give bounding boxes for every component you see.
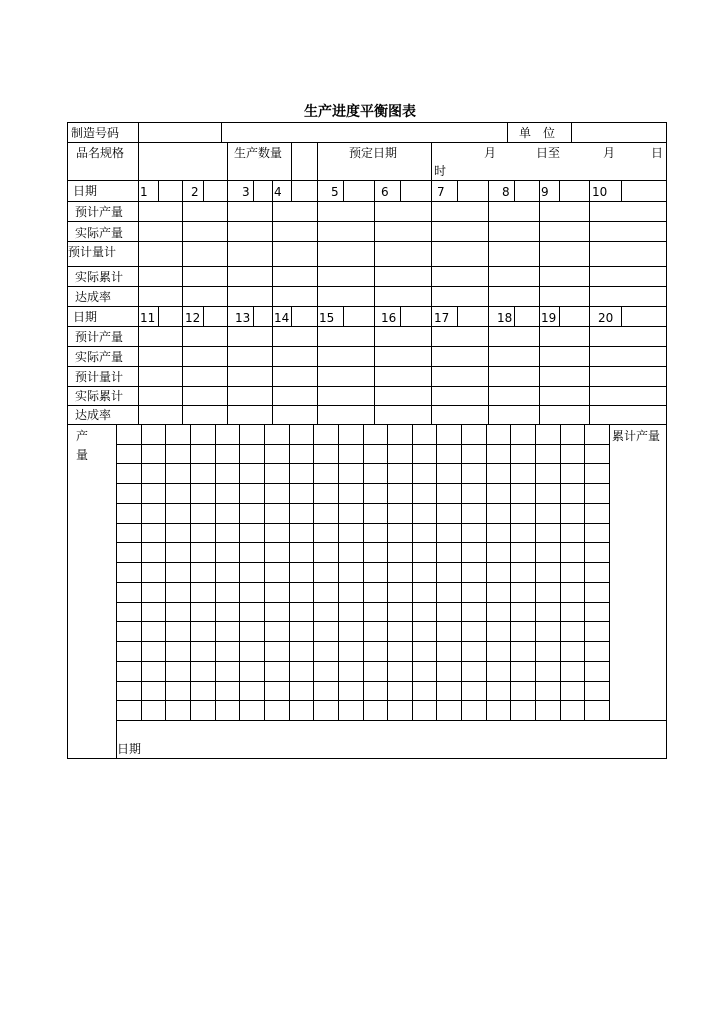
row-label: 预计量计 [68, 245, 117, 259]
chart-grid-line [412, 424, 413, 721]
col-line [227, 180, 228, 425]
date-subcell-line [291, 180, 292, 202]
chart-grid-line [313, 424, 314, 721]
col-line [182, 180, 183, 425]
product-label: 品名规格 [76, 146, 125, 160]
row-line [67, 326, 667, 327]
chart-grid-line [116, 562, 610, 563]
row-label: 达成率 [75, 408, 112, 422]
period-day-2: 日 [651, 146, 664, 160]
date-subcell-line [343, 180, 344, 202]
col-line [138, 122, 139, 143]
row-line [67, 286, 667, 287]
date-subcell-line [253, 180, 254, 202]
chart-grid-line [116, 700, 610, 701]
chart-grid-line [486, 424, 487, 721]
col-line [374, 180, 375, 425]
date-number: 4 [274, 185, 282, 199]
date-number: 10 [592, 185, 608, 199]
chart-grid-line [461, 424, 462, 721]
date-number: 1 [140, 185, 148, 199]
row-line [67, 424, 667, 425]
date-subcell-line [253, 306, 254, 327]
date-label-2: 日期 [73, 310, 98, 324]
row-line [67, 142, 667, 143]
row-label: 预计产量 [75, 330, 124, 344]
date-number: 7 [437, 185, 445, 199]
row-line [67, 180, 667, 181]
chart-grid-line [116, 602, 610, 603]
date-number: 3 [242, 185, 250, 199]
chart-grid-line [116, 661, 610, 662]
row-label: 达成率 [75, 290, 112, 304]
date-subcell-line [158, 306, 159, 327]
col-line [539, 180, 540, 425]
date-number: 12 [185, 311, 201, 325]
chart-grid-line [338, 424, 339, 721]
col-line [138, 142, 139, 181]
date-subcell-line [457, 306, 458, 327]
col-line [488, 180, 489, 425]
row-label: 实际产量 [75, 350, 124, 364]
date-subcell-line [621, 180, 622, 202]
col-line [317, 180, 318, 425]
row-line [67, 346, 667, 347]
date-number: 17 [434, 311, 450, 325]
chart-grid-line [535, 424, 536, 721]
date-number: 8 [502, 185, 510, 199]
col-line [221, 122, 222, 143]
chart-grid-line [141, 424, 142, 721]
chart-left-line [116, 424, 117, 759]
chart-grid-line [289, 424, 290, 721]
date-number: 9 [541, 185, 549, 199]
date-number: 18 [497, 311, 513, 325]
table-border-bottom [67, 758, 667, 759]
chart-grid-line [116, 483, 610, 484]
chart-grid-line [116, 523, 610, 524]
date-number: 11 [140, 311, 156, 325]
date-subcell-line [203, 306, 204, 327]
date-subcell-line [621, 306, 622, 327]
col-line [431, 180, 432, 425]
row-line [67, 386, 667, 387]
row-label: 预计产量 [75, 205, 124, 219]
chart-grid-line [387, 424, 388, 721]
chart-y-label-1: 产 [76, 429, 89, 443]
row-line [67, 366, 667, 367]
unit-label: 单 位 [519, 126, 556, 140]
chart-grid-line [264, 424, 265, 721]
quantity-label: 生产数量 [234, 146, 283, 160]
date-number: 16 [381, 311, 397, 325]
col-line [507, 122, 508, 143]
chart-grid-line [116, 463, 610, 464]
date-subcell-line [291, 306, 292, 327]
chart-grid-line [116, 582, 610, 583]
date-number: 14 [274, 311, 290, 325]
chart-grid-line [116, 444, 610, 445]
chart-x-label: 日期 [117, 742, 142, 756]
row-label: 实际产量 [75, 226, 124, 240]
row-line [67, 266, 667, 267]
date-subcell-line [400, 180, 401, 202]
chart-right-label: 累计产量 [612, 429, 661, 443]
chart-right-line [609, 424, 610, 721]
date-number: 2 [191, 185, 199, 199]
due-date-label: 预定日期 [349, 146, 398, 160]
chart-grid-line [510, 424, 511, 721]
chart-grid-line [560, 424, 561, 721]
row-label: 实际累计 [75, 270, 124, 284]
col-line [138, 180, 139, 425]
date-number: 13 [235, 311, 251, 325]
chart-grid-line [116, 503, 610, 504]
col-line [291, 142, 292, 181]
date-number: 5 [331, 185, 339, 199]
row-line [67, 241, 667, 242]
chart-grid-line [363, 424, 364, 721]
period-day-to: 日至 [536, 146, 561, 160]
date-subcell-line [514, 180, 515, 202]
date-subcell-line [343, 306, 344, 327]
chart-grid-line [215, 424, 216, 721]
table-border-right [666, 122, 667, 759]
date-subcell-line [514, 306, 515, 327]
chart-grid-line [584, 424, 585, 721]
date-number: 20 [598, 311, 614, 325]
period-month-1: 月 [484, 146, 497, 160]
chart-grid-line [190, 424, 191, 721]
chart-grid-line [116, 542, 610, 543]
chart-grid-line [116, 641, 610, 642]
row-label: 预计量计 [75, 370, 124, 384]
chart-grid-line [116, 621, 610, 622]
col-line [227, 142, 228, 181]
date-number: 15 [319, 311, 335, 325]
page-title: 生产进度平衡图表 [304, 104, 416, 120]
period-time: 时 [434, 164, 447, 178]
col-line [272, 180, 273, 425]
col-line [317, 142, 318, 181]
table-border-top [67, 122, 667, 123]
date-subcell-line [400, 306, 401, 327]
chart-grid-line [239, 424, 240, 721]
table-border-left [67, 122, 68, 759]
chart-grid-line [436, 424, 437, 721]
period-month-2: 月 [603, 146, 616, 160]
col-line [431, 142, 432, 181]
order-no-label: 制造号码 [71, 126, 120, 140]
row-label: 实际累计 [75, 389, 124, 403]
chart-grid-line [165, 424, 166, 721]
col-line [589, 180, 590, 425]
date-subcell-line [158, 180, 159, 202]
chart-grid-line [116, 681, 610, 682]
col-line [571, 122, 572, 143]
date-number: 6 [381, 185, 389, 199]
date-subcell-line [203, 180, 204, 202]
row-line [67, 221, 667, 222]
date-number: 19 [541, 311, 557, 325]
date-subcell-line [559, 180, 560, 202]
row-line [67, 405, 667, 406]
date-label-1: 日期 [73, 184, 98, 198]
date-subcell-line [457, 180, 458, 202]
date-subcell-line [559, 306, 560, 327]
row-line [67, 306, 667, 307]
chart-y-label-2: 量 [76, 448, 89, 462]
row-line [67, 201, 667, 202]
